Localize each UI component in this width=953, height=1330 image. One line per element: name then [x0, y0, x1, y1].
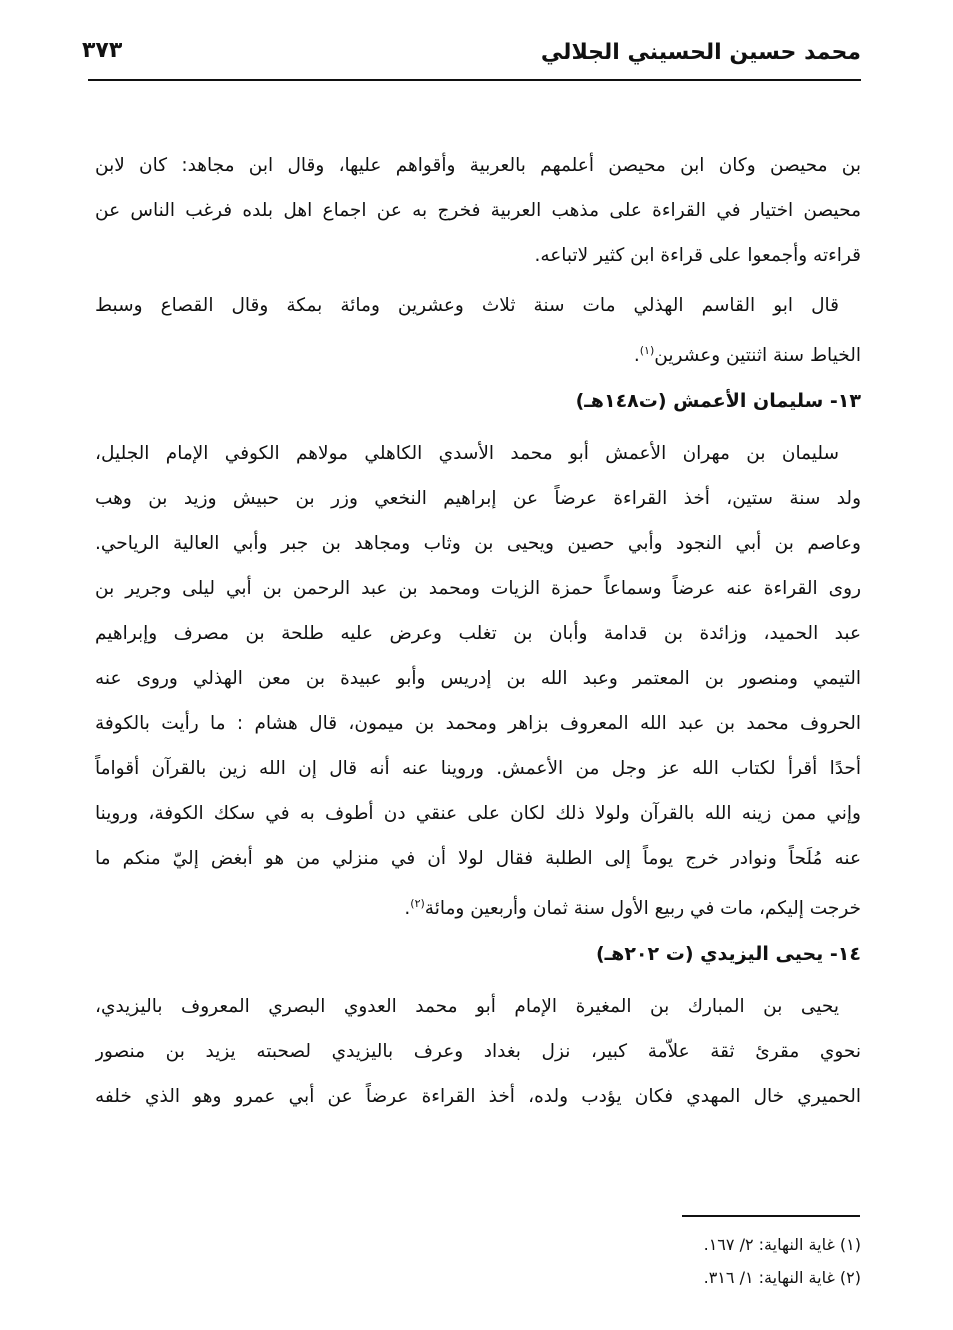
text-line: خرجت إليكم، مات في ربيع الأول سنة ثمان وأربعين ومائة$^{(٢)}$. [404, 897, 861, 920]
running-title: محمد حسين الحسيني الجلالي [540, 40, 861, 65]
text-line: قراءته وأجمعوا على قراءة ابن كثير لاتباعه. [534, 245, 861, 266]
section-heading: ١٣- سليمان الأعمش (ت١٤٨هـ) [575, 390, 861, 412]
text-line: بن محيصن وكان ابن محيصن أعلمهم بالعربية وأقواهم عليها، وقال ابن مجاهد: كان لابن [95, 155, 861, 176]
text-line: قال ابو القاسم الهذلي مات سنة ثلاث وعشرين ومائة بمكة وقال القصاع وسبط [95, 295, 839, 316]
page-number: ٣٧٣ [82, 38, 123, 63]
text-line: الخياط سنة اثنتين وعشرين$^{(١)}$. [633, 344, 861, 367]
text-line: وإني ممن زينه الله بالقرآن ولولا ذلك لكان على عنقي دن أطوف به في سكك الكوفة، وروينا [95, 803, 861, 824]
section-heading: ١٤- يحيى اليزيدي (ت ٢٠٢هـ) [595, 943, 861, 965]
text-line: محيصن اختيار في القراءة على مذهب العربية فخرج به عن اجماع اهل بلده فرغب الناس عن [95, 200, 861, 221]
page-header [82, 28, 861, 78]
text-line: يحيى بن المبارك بن المغيرة الإمام أبو محمد العدوي البصري المعروف باليزيدي، [95, 996, 839, 1017]
section-body [95, 431, 861, 926]
text-line: نحوي مقرئ ثقة علاّمة كبير، نزل بغداد وعرف باليزيدي لصحبته يزيد بن منصور [95, 1041, 861, 1062]
footnote: (٢) غاية النهاية: ١/ ٣١٦. [703, 1268, 861, 1287]
text-line: سليمان بن مهران الأعمش أبو محمد الأسدي الكاهلي مولاهم الكوفي الإمام الجليل، [95, 443, 839, 464]
page-body [95, 143, 861, 1119]
text-line: عنه مُلَحاً ونوادر خرج يوماً إلى الطلبة فقال لولا أن في منزلي من هو أبغض إليّ منكم ما [95, 848, 861, 869]
text-line: عبد الحميد، وزائدة بن قدامة وأبان بن تغلب وعرض عليه طلحة بن مصرف وإبراهيم [95, 623, 861, 644]
text-line: ولد سنة ستين، أخذ القراءة عرضاً عن إبراهيم النخعي وزر بن حبيش وزيد بن وهب [95, 488, 861, 509]
footnote: (١) غاية النهاية: ٢/ ١٦٧. [703, 1235, 861, 1254]
text-line: أحدًا أقرأ لكتاب الله عز وجل من الأعمش. وروينا عنه أنه قال إن الله زين بالقرآن أقواماً [95, 758, 861, 779]
footnote-ref[interactable]: (١) [639, 344, 655, 357]
footnote-rule [682, 1215, 860, 1217]
section-body [95, 984, 861, 1119]
text-line: الحميري خال المهدي فكان يؤدب ولده، أخذ القراءة عرضاً عن أبي عمرو وهو الذي خلفه [95, 1086, 861, 1107]
header-rule [88, 79, 861, 81]
paragraph [95, 143, 861, 278]
paragraph [95, 283, 861, 373]
text-line: وعاصم بن أبي النجود وأبي حصين ويحيى بن وثاب ومجاهد بن جبر وأبي العالية الرياحي. [95, 533, 861, 554]
text-line: روى القراءة عنه عرضاً وسماعاً حمزة الزيات ومحمد بن عبد الرحمن بن أبي ليلى وجرير بن [95, 578, 861, 599]
footnote-ref[interactable]: (٢) [410, 897, 425, 910]
text-line: الحروف محمد بن عبد الله المعروف بزاهر ومحمد بن ميمون، قال هشام : ما رأيت بالكوفة [95, 713, 861, 734]
text-line: التيمي ومنصور بن المعتمر وعبد الله بن إدريس وأبو عبيدة بن معن الهذلي وروى عنه [95, 668, 861, 689]
